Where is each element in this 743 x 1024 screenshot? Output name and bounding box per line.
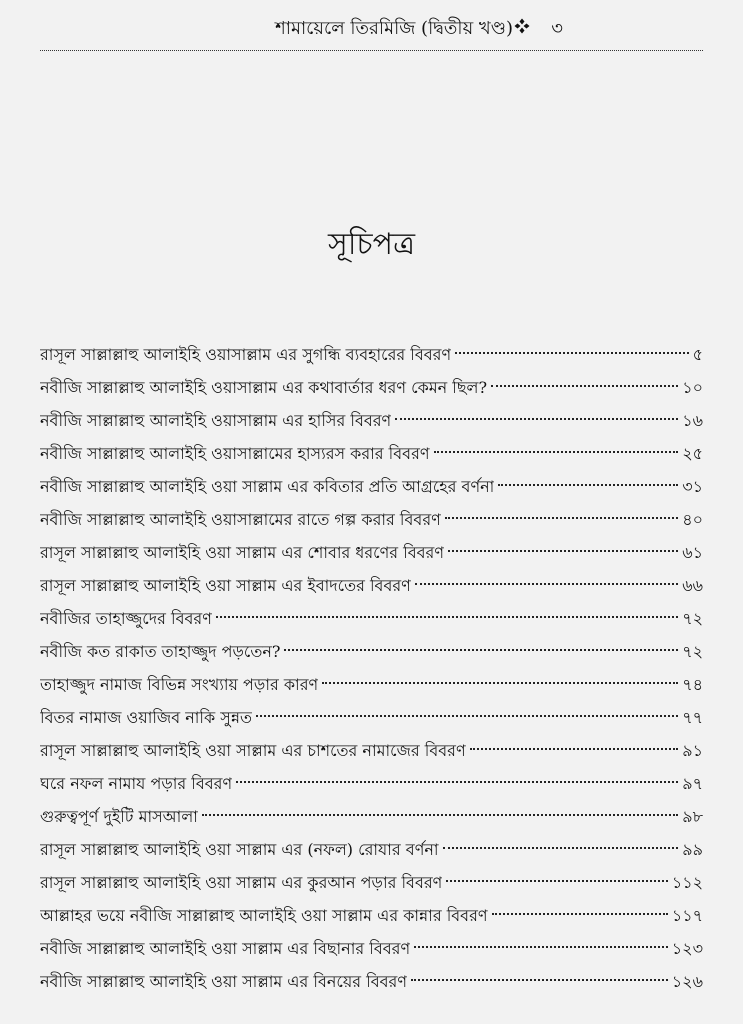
toc-entry[interactable]: [40, 505, 703, 538]
toc-entry-title: নবীজি সাল্লাল্লাহু আলাইহি ওয়াসাল্লামের রাতে গল্প করার বিবরণ: [40, 510, 441, 529]
dot-leader: [411, 979, 668, 981]
toc-entry[interactable]: [40, 703, 703, 736]
dot-leader: [415, 583, 678, 585]
toc-entry-title: নবীজি সাল্লাল্লাহু আলাইহি ওয়াসাল্লাম এর কথাবার্তার ধরণ কেমন ছিল?: [40, 378, 488, 397]
toc-entry-title: রাসূল সাল্লাল্লাহু আলাইহি ওয়া সাল্লাম এর চাশতের নামাজের বিবরণ: [40, 741, 466, 760]
toc-entry[interactable]: [40, 835, 703, 868]
toc-entry[interactable]: [40, 868, 703, 901]
toc-entry[interactable]: [40, 571, 703, 604]
dot-leader: [491, 385, 678, 387]
toc-entry-page: ৭২: [682, 642, 703, 661]
toc-entry-page: ২৫: [682, 444, 703, 463]
toc-entry-title: রাসূল সাল্লাল্লাহু আলাইহি ওয়া সাল্লাম এর শোবার ধরণের বিবরণ: [40, 543, 445, 562]
toc-entry-page: ৯১: [682, 741, 703, 760]
toc-entry-page: ১২৩: [671, 939, 703, 958]
dot-leader: [434, 451, 679, 453]
toc-entry-page: ৩১: [682, 477, 703, 496]
toc-entry[interactable]: [40, 901, 703, 934]
dot-leader: [236, 781, 678, 783]
toc-entry-page: ৭৭: [682, 708, 703, 727]
toc-entry[interactable]: [40, 967, 703, 1000]
toc-entry-title: রাসূল সাল্লাল্লাহু আলাইহি ওয়া সাল্লাম এর (নফল) রোযার বর্ণনা: [40, 840, 439, 859]
header-page-number: ৩: [551, 18, 563, 39]
dot-leader: [322, 682, 678, 684]
toc-entry-page: ১১২: [671, 873, 703, 892]
toc-entry[interactable]: [40, 340, 703, 373]
toc-entry-title: নবীজি সাল্লাল্লাহু আলাইহি ওয়া সাল্লাম এর কবিতার প্রতি আগ্রহের বর্ণনা: [40, 477, 495, 496]
toc-entry-title: বিতর নামাজ ওয়াজিব নাকি সুন্নত: [40, 708, 252, 727]
toc-entry[interactable]: [40, 604, 703, 637]
toc-entry[interactable]: [40, 670, 703, 703]
dot-leader: [395, 418, 678, 420]
toc-entry[interactable]: [40, 769, 703, 802]
toc-entry-title: নবীজি সাল্লাল্লাহু আলাইহি ওয়াসাল্লাম এর হাসির বিবরণ: [40, 411, 392, 430]
toc-entry[interactable]: [40, 538, 703, 571]
toc-entry-page: ১২৬: [671, 972, 703, 991]
running-header: [40, 10, 703, 51]
toc-entry-page: ১১৭: [671, 906, 703, 925]
four-diamonds-ornament-icon: [513, 18, 531, 40]
toc-entry-page: ৭৪: [682, 675, 703, 694]
toc-entry[interactable]: [40, 439, 703, 472]
dot-leader: [455, 352, 688, 354]
toc-entry[interactable]: [40, 934, 703, 967]
dot-leader: [443, 847, 679, 849]
toc-entry-title: নবীজি সাল্লাল্লাহু আলাইহি ওয়াসাল্লামের হাস্যরস করার বিবরণ: [40, 444, 430, 463]
dot-leader: [284, 649, 678, 651]
toc-entry-page: ৯৮: [682, 807, 703, 826]
book-title: শামায়েলে তিরমিজি (দ্বিতীয় খণ্ড): [275, 18, 513, 39]
toc-entry-page: ৭২: [682, 609, 703, 628]
toc-entry[interactable]: [40, 802, 703, 835]
toc-entry[interactable]: [40, 472, 703, 505]
toc-entry-page: ৪০: [682, 510, 703, 529]
toc-entry[interactable]: [40, 637, 703, 670]
page-title: সূচিপত্র: [328, 227, 415, 262]
dot-leader: [445, 517, 678, 519]
toc-entry-title: গুরুত্বপূর্ণ দুইটি মাসআলা: [40, 807, 198, 826]
toc-entry-title: রাসূল সাল্লাল্লাহু আলাইহি ওয়াসাল্লাম এর সুগন্ধি ব্যবহারের বিবরণ: [40, 345, 452, 364]
toc-entry-title: নবীজির তাহাজ্জুদের বিবরণ: [40, 609, 212, 628]
table-of-contents: [40, 340, 703, 1000]
toc-entry[interactable]: [40, 736, 703, 769]
toc-entry-page: ৯৭: [682, 774, 703, 793]
toc-entry-title: তাহাজ্জুদ নামাজ বিভিন্ন সংখ্যায় পড়ার কারণ: [40, 675, 319, 694]
dot-leader: [446, 880, 667, 882]
toc-entry-page: ১০: [682, 378, 703, 397]
toc-entry-page: ৬১: [682, 543, 703, 562]
toc-entry-title: আল্লাহর ভয়ে নবীজি সাল্লাল্লাহু আলাইহি ওয়া সাল্লাম এর কান্নার বিবরণ: [40, 906, 488, 925]
dot-leader: [202, 814, 678, 816]
toc-entry-title: রাসূল সাল্লাল্লাহু আলাইহি ওয়া সাল্লাম এর কুরআন পড়ার বিবরণ: [40, 873, 443, 892]
toc-entry-page: ৫: [692, 345, 703, 364]
toc-entry-page: ৬৬: [682, 576, 703, 595]
toc-entry-title: নবীজি সাল্লাল্লাহু আলাইহি ওয়া সাল্লাম এর বিছানার বিবরণ: [40, 939, 411, 958]
toc-entry[interactable]: [40, 373, 703, 406]
toc-entry[interactable]: [40, 406, 703, 439]
toc-entry-title: রাসূল সাল্লাল্লাহু আলাইহি ওয়া সাল্লাম এর ইবাদতের বিবরণ: [40, 576, 411, 595]
dot-leader: [448, 550, 678, 552]
toc-entry-title: নবীজি সাল্লাল্লাহু আলাইহি ওয়া সাল্লাম এর বিনয়ের বিবরণ: [40, 972, 408, 991]
toc-entry-page: ৯৯: [682, 840, 703, 859]
dot-leader: [216, 616, 678, 618]
toc-entry-page: ১৬: [682, 411, 703, 430]
dot-leader: [492, 913, 668, 915]
dot-leader: [470, 748, 679, 750]
toc-entry-title: ঘরে নফল নামায পড়ার বিবরণ: [40, 774, 233, 793]
dot-leader: [256, 715, 678, 717]
dot-leader: [414, 946, 668, 948]
toc-entry-title: নবীজি কত রাকাত তাহাজ্জুদ পড়তেন?: [40, 642, 281, 661]
dot-leader: [498, 484, 678, 486]
